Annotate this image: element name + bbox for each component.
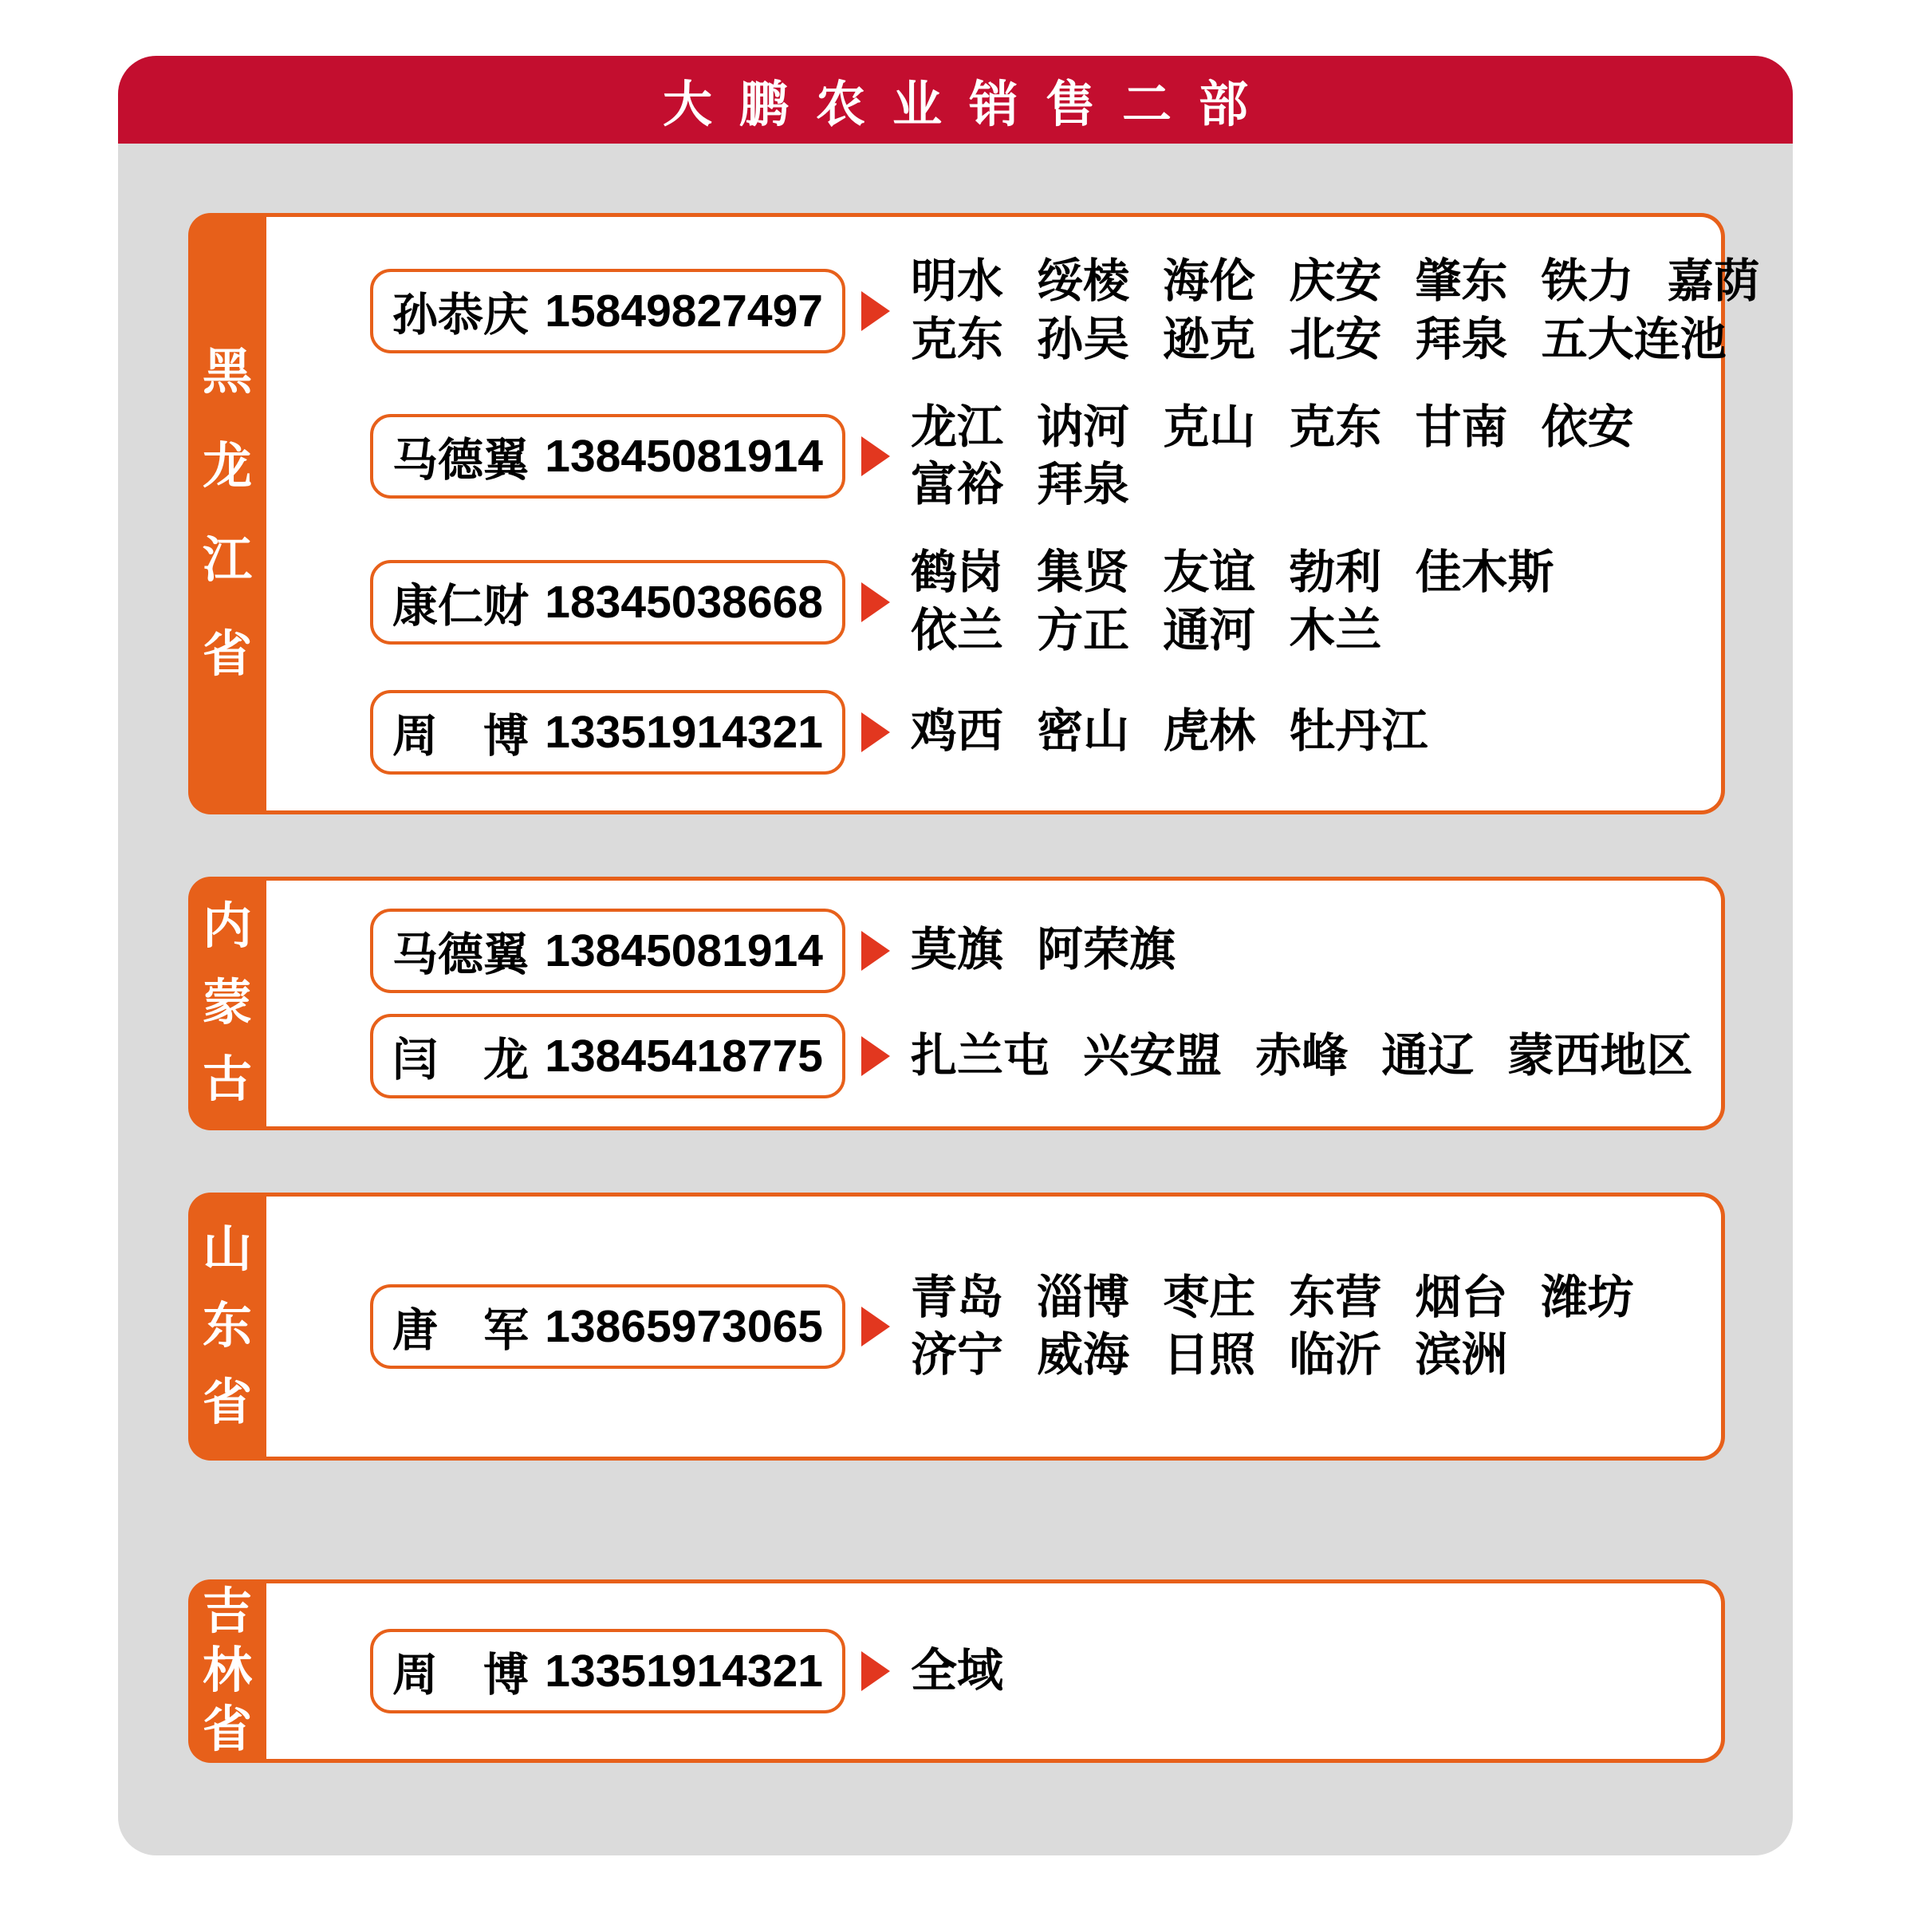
arrow-right-icon <box>861 1036 890 1076</box>
contact-phone: 13351914321 <box>545 1646 823 1697</box>
region-list-line: 鸡西 密山 虎林 牡丹江 <box>911 705 1428 758</box>
contact-entry <box>370 1629 1708 1713</box>
arrow-right-icon <box>861 1307 890 1346</box>
section-shandong <box>188 1193 1725 1461</box>
region-list-line: 克东 孙吴 逊克 北安 拜泉 五大连池 <box>911 313 1727 365</box>
region-list-line: 全域 <box>911 1644 1004 1697</box>
contact-phone: 13351914321 <box>545 706 823 758</box>
contact-phone: 18345038668 <box>545 576 823 628</box>
section-panel <box>266 1579 1725 1763</box>
contact-name: 闫 龙 <box>392 1035 529 1086</box>
section-panel <box>266 877 1725 1130</box>
section-heilongjiang <box>188 213 1760 814</box>
arrow-right-icon <box>861 291 890 331</box>
contact-card <box>370 909 845 993</box>
contact-card <box>370 560 845 645</box>
region-list <box>911 1642 1003 1701</box>
region-list-line: 富裕 拜泉 <box>911 459 1130 511</box>
contact-card <box>370 414 845 499</box>
arrow-right-icon <box>861 1651 890 1691</box>
region-list-line: 扎兰屯 兴安盟 赤峰 通辽 蒙西地区 <box>911 1030 1693 1082</box>
section-jilin <box>188 1579 1725 1763</box>
region-list <box>911 399 1634 515</box>
province-tab-neimenggu: 内 蒙 古 <box>188 877 266 1130</box>
background-card <box>118 56 1793 1855</box>
region-list <box>911 544 1554 660</box>
province-tab-jilin: 吉 林 省 <box>188 1579 266 1763</box>
region-list <box>911 921 1176 980</box>
contact-card <box>370 1014 845 1098</box>
region-list-line: 龙江 讷河 克山 克东 甘南 依安 <box>911 400 1634 453</box>
region-list <box>911 1027 1692 1086</box>
contact-entry <box>370 544 1708 660</box>
contact-card <box>370 1284 845 1369</box>
contact-name: 马德翼 <box>392 929 529 980</box>
arrow-right-icon <box>861 582 890 622</box>
contact-name: 周 博 <box>392 1650 529 1701</box>
province-tab-shandong: 山 东 省 <box>188 1193 266 1461</box>
contact-phone: 13845081914 <box>545 925 823 976</box>
contact-name: 康仁财 <box>392 580 529 632</box>
section-neimenggu <box>188 877 1725 1130</box>
arrow-right-icon <box>861 712 890 752</box>
region-list-line: 明水 绥棱 海伦 庆安 肇东 铁力 嘉荫 <box>911 255 1760 308</box>
contact-card <box>370 269 845 353</box>
contact-entry <box>370 690 1708 775</box>
contact-phone: 15849827497 <box>545 285 823 337</box>
region-list-line: 济宁 威海 日照 临沂 滨洲 <box>911 1329 1508 1381</box>
region-list-line: 依兰 方正 通河 木兰 <box>911 604 1382 656</box>
arrow-right-icon <box>861 931 890 971</box>
contact-card <box>370 690 845 775</box>
region-list-line: 鹤岗 集贤 友谊 勃利 佳木斯 <box>911 546 1554 599</box>
contact-phone: 13845081914 <box>545 431 823 483</box>
region-list <box>911 703 1428 761</box>
contact-entry <box>370 253 1760 369</box>
region-list <box>911 253 1760 369</box>
region-list <box>911 1269 1634 1385</box>
page-title: 大鹏农业销售二部 <box>662 77 1275 132</box>
contact-entry <box>370 1269 1708 1385</box>
arrow-right-icon <box>861 436 890 476</box>
region-list-line: 莫旗 阿荣旗 <box>911 924 1176 976</box>
header-banner <box>118 56 1793 144</box>
section-panel <box>266 213 1760 814</box>
contact-name: 唐 军 <box>392 1305 529 1356</box>
contact-name: 周 博 <box>392 710 529 762</box>
province-tab-heilongjiang: 黑 龙 江 省 <box>188 213 266 814</box>
section-panel <box>266 1193 1725 1461</box>
contact-phone: 13865973065 <box>545 1301 823 1352</box>
contact-card <box>370 1629 845 1713</box>
contact-name: 马德翼 <box>392 435 529 487</box>
contact-entry <box>370 399 1708 515</box>
contact-name: 孙恭庆 <box>392 289 529 341</box>
contact-entry <box>370 1014 1708 1098</box>
region-list-line: 青岛 淄博 枣庄 东营 烟台 潍坊 <box>911 1271 1634 1323</box>
contact-entry <box>370 909 1708 993</box>
contact-phone: 13845418775 <box>545 1031 823 1082</box>
